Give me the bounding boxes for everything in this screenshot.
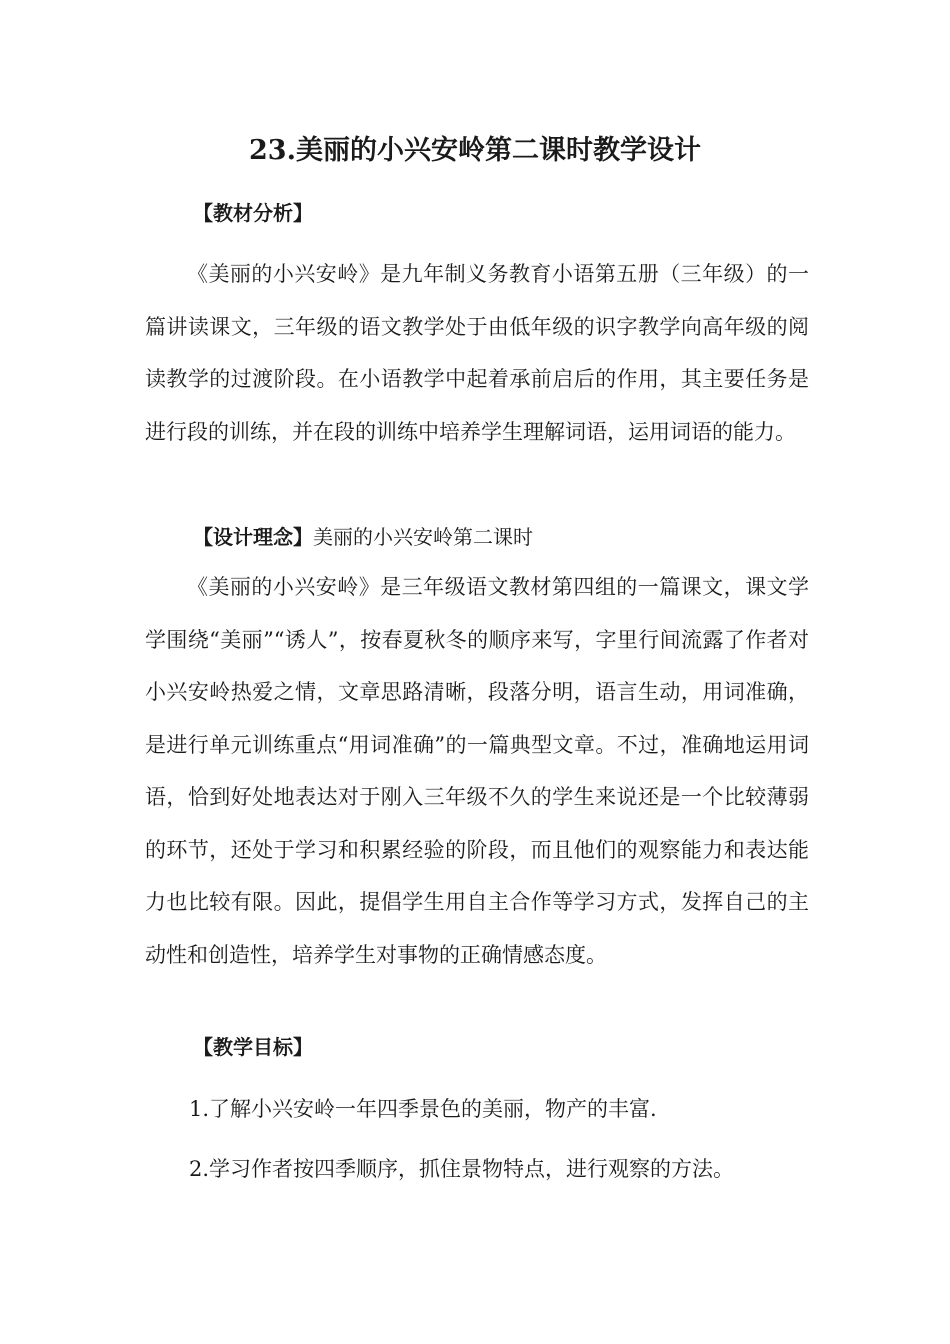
- section-heading-concept: [193, 522, 533, 552]
- concept-heading-suffix: 美丽的小兴安岭第二课时: [313, 525, 533, 549]
- concept-paragraph: 《美丽的小兴安岭》是三年级语文教材第四组的一篇课文，课文学学围绕“美丽”“诱人”，按春夏秋冬的顺序来写，字里行间流露了作者对小兴安岭热爱之情，文章思路清晰，段落分明，语言生动，用词准确，是进行单元训练重点“用词准确”的一篇典型文章。不过，准确地运用词语，恰到好处地表达对于刚入三年级不久的学生来说还是一个比较薄弱的环节，还处于学习和积累经验的阶段，而且他们的观察能力和表达能力也比较有限。因此，提倡学生用自主合作等学习方式，发挥自己的主动性和创造性，培养学生对事物的正确情感态度。: [145, 575, 809, 967]
- goal-item-1: 1.了解小兴安岭一年四季景色的美丽，物产的丰富.: [189, 1097, 657, 1121]
- concept-heading-label: 【设计理念】: [193, 525, 313, 549]
- section-heading-analysis: 【教材分析】: [193, 201, 313, 225]
- analysis-paragraph: 《美丽的小兴安岭》是九年制义务教育小语第五册（三年级）的一篇讲读课文，三年级的语文教学处于由低年级的识字教学向高年级的阅读教学的过渡阶段。在小语教学中起着承前启后的作用，其主要任务是进行段的训练，并在段的训练中培养学生理解词语，运用词语的能力。: [145, 262, 809, 444]
- goal-item-2: 2.学习作者按四季顺序，抓住景物特点，进行观察的方法。: [189, 1157, 735, 1181]
- section-heading-goals: 【教学目标】: [193, 1035, 313, 1059]
- document-title: 23.美丽的小兴安岭第二课时教学设计: [249, 135, 701, 166]
